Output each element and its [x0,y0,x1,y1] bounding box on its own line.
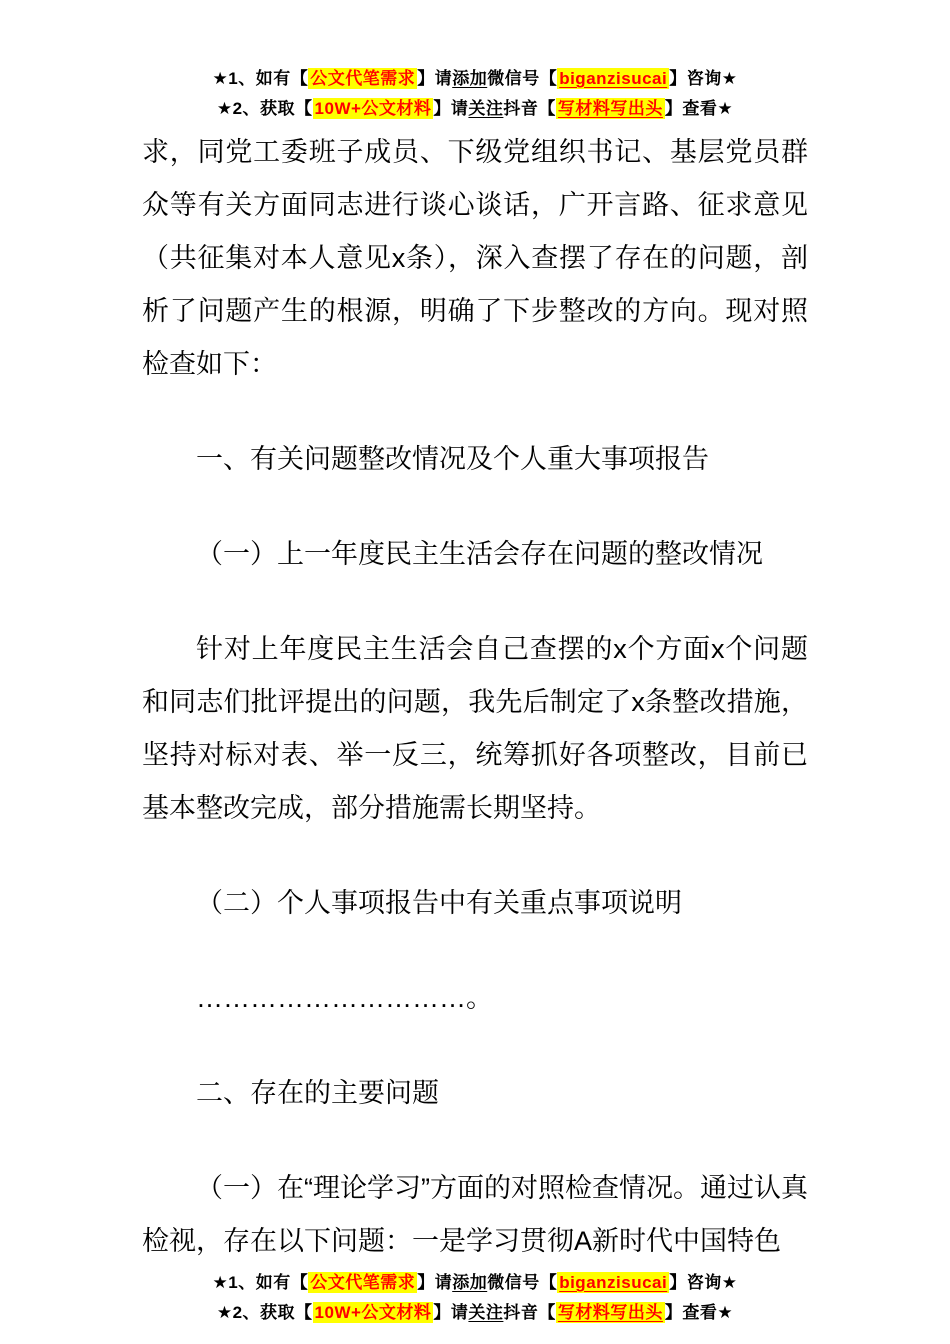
promo-suffix: 】查看★ [664,99,734,118]
body-paragraph-rectification: 针对上年度民主生活会自己查摆的x个方面x个问题和同志们批评提出的问题，我先后制定了x条整改措施，坚持对标对表、举一反三，统筹抓好各项整改，目前已基本整改完成，部分措施需长期坚持。 [142,634,808,823]
promo-text: 微信号【 [487,1273,558,1292]
footer-promo-line-2 [0,1298,950,1328]
promo-follow-underlined: 关注 [468,99,504,118]
subsection-heading-1-2: （二）个人事项报告中有关重点事项说明 [196,888,682,918]
footer-promo-banner [0,1268,950,1328]
promo-material-highlight: 10W+公文材料 [314,1303,432,1322]
promo-prefix: ★2、获取【 [216,99,313,118]
promo-service-highlight: 公文代笔需求 [310,69,416,88]
promo-add-underlined: 添加 [452,1273,488,1292]
ellipsis-placeholder: …………………………。 [196,983,493,1013]
promo-suffix: 】咨询★ [669,1273,738,1292]
header-promo-line-2 [0,94,950,124]
body-paragraph-continuation: 求，同党工委班子成员、下级党组织书记、基层党员群众等有关方面同志进行谈心谈话，广开言路、征求意见（共征集对本人意见x条），深入查摆了存在的问题，剖析了问题产生的根源，明确了下步整改的方向。现对照检查如下： [142,137,808,379]
header-promo-banner [0,0,950,124]
douyin-handle: 写材料写出头 [557,99,663,118]
promo-suffix: 】查看★ [664,1303,734,1322]
promo-prefix: ★1、如有【 [212,1273,309,1292]
promo-text: 抖音【 [503,99,556,118]
document-body [0,124,950,1268]
wechat-id: biganzisucai [559,69,668,88]
promo-add-underlined: 添加 [452,69,488,88]
promo-prefix: ★2、获取【 [216,1303,313,1322]
douyin-handle: 写材料写出头 [557,1303,663,1322]
footer-promo-line-1 [0,1268,950,1298]
promo-suffix: 】咨询★ [669,69,738,88]
promo-text: 】请 [417,69,453,88]
promo-text: 】请 [417,1273,453,1292]
promo-prefix: ★1、如有【 [212,69,309,88]
header-promo-line-1 [0,64,950,94]
promo-text: 抖音【 [503,1303,556,1322]
promo-text: 】请 [433,99,469,118]
body-paragraph-theory-study: （一）在“理论学习”方面的对照检查情况。通过认真检视，存在以下问题：一是学习贯彻A新时代中国特色 [142,1173,808,1256]
promo-material-highlight: 10W+公文材料 [314,99,432,118]
section-heading-1: 一、有关问题整改情况及个人重大事项报告 [196,444,709,474]
subsection-heading-1-1: （一）上一年度民主生活会存在问题的整改情况 [196,539,763,569]
promo-follow-underlined: 关注 [468,1303,504,1322]
section-heading-2: 二、存在的主要问题 [196,1078,439,1108]
promo-service-highlight: 公文代笔需求 [310,1273,416,1292]
promo-text: 】请 [433,1303,469,1322]
promo-text: 微信号【 [487,69,558,88]
wechat-id: biganzisucai [559,1273,668,1292]
